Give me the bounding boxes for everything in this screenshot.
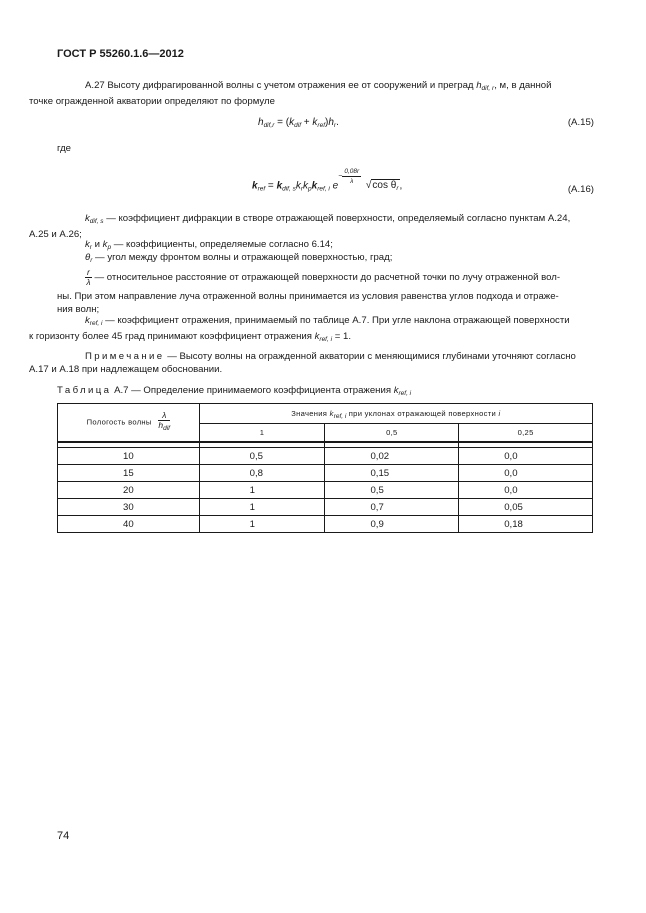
table-row: 40 1 0,9 0,18	[58, 516, 593, 533]
equation-number-a15: (А.15)	[567, 117, 594, 128]
formula-a16: $k_{ref} = k_{dif, s}k_rk_pk_{ref, i}$ $e^{- \frac{0,08r}{\lambda}}$ √cos $\theta_r$,	[252, 168, 403, 193]
table-row: 10 0,5 0,02 0,0	[58, 448, 593, 465]
table-row: 15 0,8 0,15 0,0	[58, 465, 593, 482]
formula-a15: $h_{dif,r} = (k_{dif} + k_{ref})h_r$.	[258, 117, 339, 129]
document-header: ГОСТ Р 55260.1.6—2012	[57, 48, 184, 60]
exponent: − 0,08r λ	[338, 168, 360, 185]
subheader-1: 1	[199, 424, 325, 442]
page-number: 74	[57, 830, 70, 842]
where-word: где	[57, 143, 72, 154]
definition-kr-kp: $k_r$ и $k_p$ — коэффициенты, определяемые согласно 6.14;	[85, 239, 333, 251]
a27-text: А.27 Высоту дифрагированной волны с учетом отражения ее от сооружений и преград	[85, 80, 477, 91]
table-row: 20 1 0,5 0,0	[58, 482, 593, 499]
definition-kref: $k_{ref, i}$ — коэффициент отражения, принимаемый по таблице А.7. При угле наклона отражающей поверхности к горизонту более 45 град принимают коэффициент отражения $k_{ref, i} = 1$.	[29, 315, 570, 344]
subheader-2: 0,5	[325, 424, 459, 442]
table-caption: Таблица А.7 — Определение принимаемого коэффициента отражения $k_{ref, i}$	[57, 385, 412, 397]
definition-r-lambda: $\frac{r}{\lambda}$ — относительное расстояние от отражающей поверхности до расчетной точки по лучу отраженной вол- ны. При этом направление луча отраженной волны принимается из условия равенства углов подхода и отраже- ния волн;	[57, 267, 561, 316]
group-header: Значения $k_{ref, i}$ при уклонах отражающей поверхности i	[199, 404, 592, 424]
a27-line2: точке огражденной акватории определяют по формуле	[29, 96, 275, 108]
definition-theta: $\theta_r$ — угол между фронтом волны и отражающей поверхностью, град;	[85, 252, 393, 264]
table-a7	[57, 403, 593, 533]
note: Примечание — Высоту волны на огражденной акватории с меняющимися глубинами уточняют согласно А.17 и А.18 при надлежащем обосновании.	[29, 351, 576, 376]
col-header-steepness: Пологость волны $\frac{\lambda}{h_{dif}}$	[58, 404, 200, 442]
subheader-3: 0,25	[459, 424, 593, 442]
equation-number-a16: (А.16)	[567, 184, 594, 195]
paragraph-a27: А.27 Высоту дифрагированной волны с учетом отражения ее от сооружений и преград $h_{dif, r}$, м, в данной точке огражденной акватории определяют по формуле	[29, 80, 552, 108]
definition-kdif: $k_{dif, s}$ — коэффициент дифракции в створе отражающей поверхности, определяемый согласно пунктам А.24, А.25 и А.26;	[29, 213, 571, 241]
table-row: 30 1 0,7 0,05	[58, 499, 593, 516]
